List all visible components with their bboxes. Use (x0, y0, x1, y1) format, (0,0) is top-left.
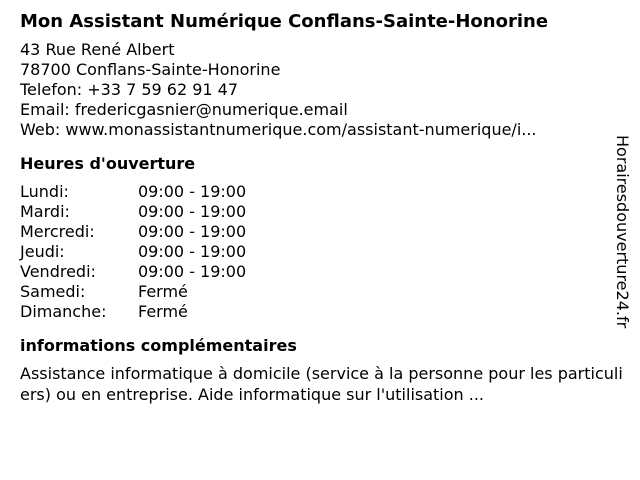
day-label: Jeudi: (20, 242, 65, 261)
day-label: Dimanche: (20, 302, 107, 321)
hours-row-saturday (20, 282, 610, 302)
hours-heading: Heures d'ouverture (20, 154, 196, 173)
info-description: Assistance informatique à domicile (service à la personne pour les particuliers) ou en entreprise. Aide informatique sur l'utilisation ... (20, 364, 623, 404)
hours-row-tuesday (20, 202, 610, 222)
website-line: Web: www.monassistantnumerique.com/assistant-numerique/i... (20, 120, 537, 139)
hours-row-monday (20, 182, 610, 202)
address-city: 78700 Conflans-Sainte-Honorine (20, 60, 281, 79)
address-street: 43 Rue René Albert (20, 40, 175, 59)
opening-hours-table (20, 182, 610, 322)
time-value: 09:00 - 19:00 (138, 262, 247, 281)
day-label: Lundi: (20, 182, 69, 201)
hours-row-thursday (20, 242, 610, 262)
time-value: Fermé (138, 282, 188, 301)
phone-line: Telefon: +33 7 59 62 91 47 (20, 80, 239, 99)
day-label: Vendredi: (20, 262, 96, 281)
time-value: 09:00 - 19:00 (138, 242, 247, 261)
hours-row-friday (20, 262, 610, 282)
day-label: Mercredi: (20, 222, 95, 241)
day-label: Samedi: (20, 282, 86, 301)
email-line: Email: fredericgasnier@numerique.email (20, 100, 348, 119)
time-value: Fermé (138, 302, 188, 321)
day-label: Mardi: (20, 202, 70, 221)
time-value: 09:00 - 19:00 (138, 222, 247, 241)
site-watermark: Horairesdouverture24.fr (613, 135, 632, 329)
info-heading: informations complémentaires (20, 336, 297, 355)
hours-row-wednesday (20, 222, 610, 242)
business-name: Mon Assistant Numérique Conflans-Sainte-Honorine (20, 11, 549, 32)
hours-row-sunday (20, 302, 610, 322)
time-value: 09:00 - 19:00 (138, 202, 247, 221)
time-value: 09:00 - 19:00 (138, 182, 247, 201)
contact-block (20, 40, 610, 140)
